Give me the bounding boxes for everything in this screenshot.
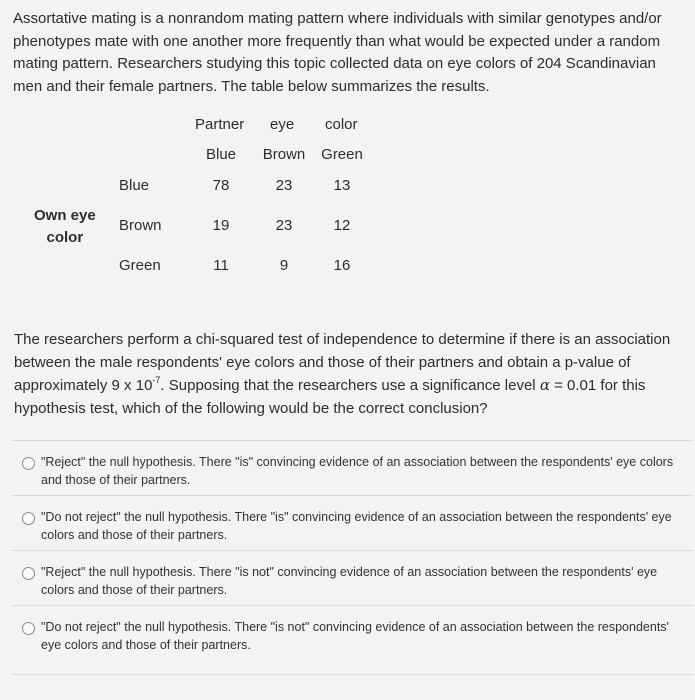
question-part3: = 0.01 for this hypothesis test, which of the following would be the correct conclusion?: [14, 377, 646, 417]
header-partner: Partner: [195, 116, 245, 133]
option-label: "Reject" the null hypothesis. There "is not" convincing evidence of an association between the respondents' eye colors and those of their partners.: [41, 565, 658, 597]
question-part1: The researchers perform a chi-squared test of independence to determine if there is an association between the male respondents' eye colors and those of their partners and obtain a p-value of approximately 9 x 10: [14, 331, 671, 394]
own-eye-color-label: [34, 205, 96, 249]
row-label-green: Green: [119, 257, 161, 274]
own-label-line1: Own eye: [34, 207, 96, 224]
option-4[interactable]: [12, 605, 694, 675]
option-2[interactable]: [12, 495, 694, 550]
radio-button-icon[interactable]: [22, 622, 35, 635]
col-header-brown: Brown: [262, 146, 306, 163]
col-header-blue: Blue: [205, 146, 237, 163]
header-color: color: [325, 116, 358, 133]
radio-button-icon[interactable]: [22, 567, 35, 580]
cell: 23: [275, 217, 293, 234]
cell: 19: [212, 217, 230, 234]
option-1[interactable]: [12, 440, 694, 495]
cell: 12: [333, 217, 351, 234]
own-label-line2: color: [46, 229, 84, 246]
cell: 9: [279, 257, 289, 274]
cell: 16: [333, 257, 351, 274]
radio-button-icon[interactable]: [22, 457, 35, 470]
option-3[interactable]: [12, 550, 694, 605]
cell: 23: [275, 177, 293, 194]
col-header-green: Green: [321, 146, 363, 163]
header-eye: eye: [270, 116, 295, 133]
row-label-brown: Brown: [119, 217, 162, 234]
option-label: "Reject" the null hypothesis. There "is" convincing evidence of an association between the respondents' eye colors and those of their partners.: [41, 455, 674, 487]
question-part2: . Supposing that the researchers use a significance level: [160, 377, 540, 394]
row-label-blue: Blue: [119, 177, 150, 194]
answer-options: [12, 440, 694, 675]
cell: 11: [213, 257, 229, 274]
alpha-symbol: α: [539, 376, 550, 394]
option-label: "Do not reject" the null hypothesis. There "is" convincing evidence of an association between the respondents' eye colors and those of their partners.: [41, 510, 672, 542]
cell: 78: [212, 177, 230, 194]
cell: 13: [333, 177, 351, 194]
p-value-exponent: -7: [152, 375, 161, 385]
radio-button-icon[interactable]: [22, 512, 35, 525]
intro-paragraph: Assortative mating is a nonrandom mating pattern where individuals with similar genotypes and/or phenotypes mate with one another more frequently than what would be expected under a random mating pattern. Researchers studying this topic collected data on eye colors of 204 Scandinavian men and their female partners. The table below summarizes the results.: [13, 10, 662, 95]
question-text: [14, 328, 684, 420]
option-label: "Do not reject" the null hypothesis. There "is not" convincing evidence of an association between the respondents' eye colors and those of their partners.: [41, 620, 669, 652]
